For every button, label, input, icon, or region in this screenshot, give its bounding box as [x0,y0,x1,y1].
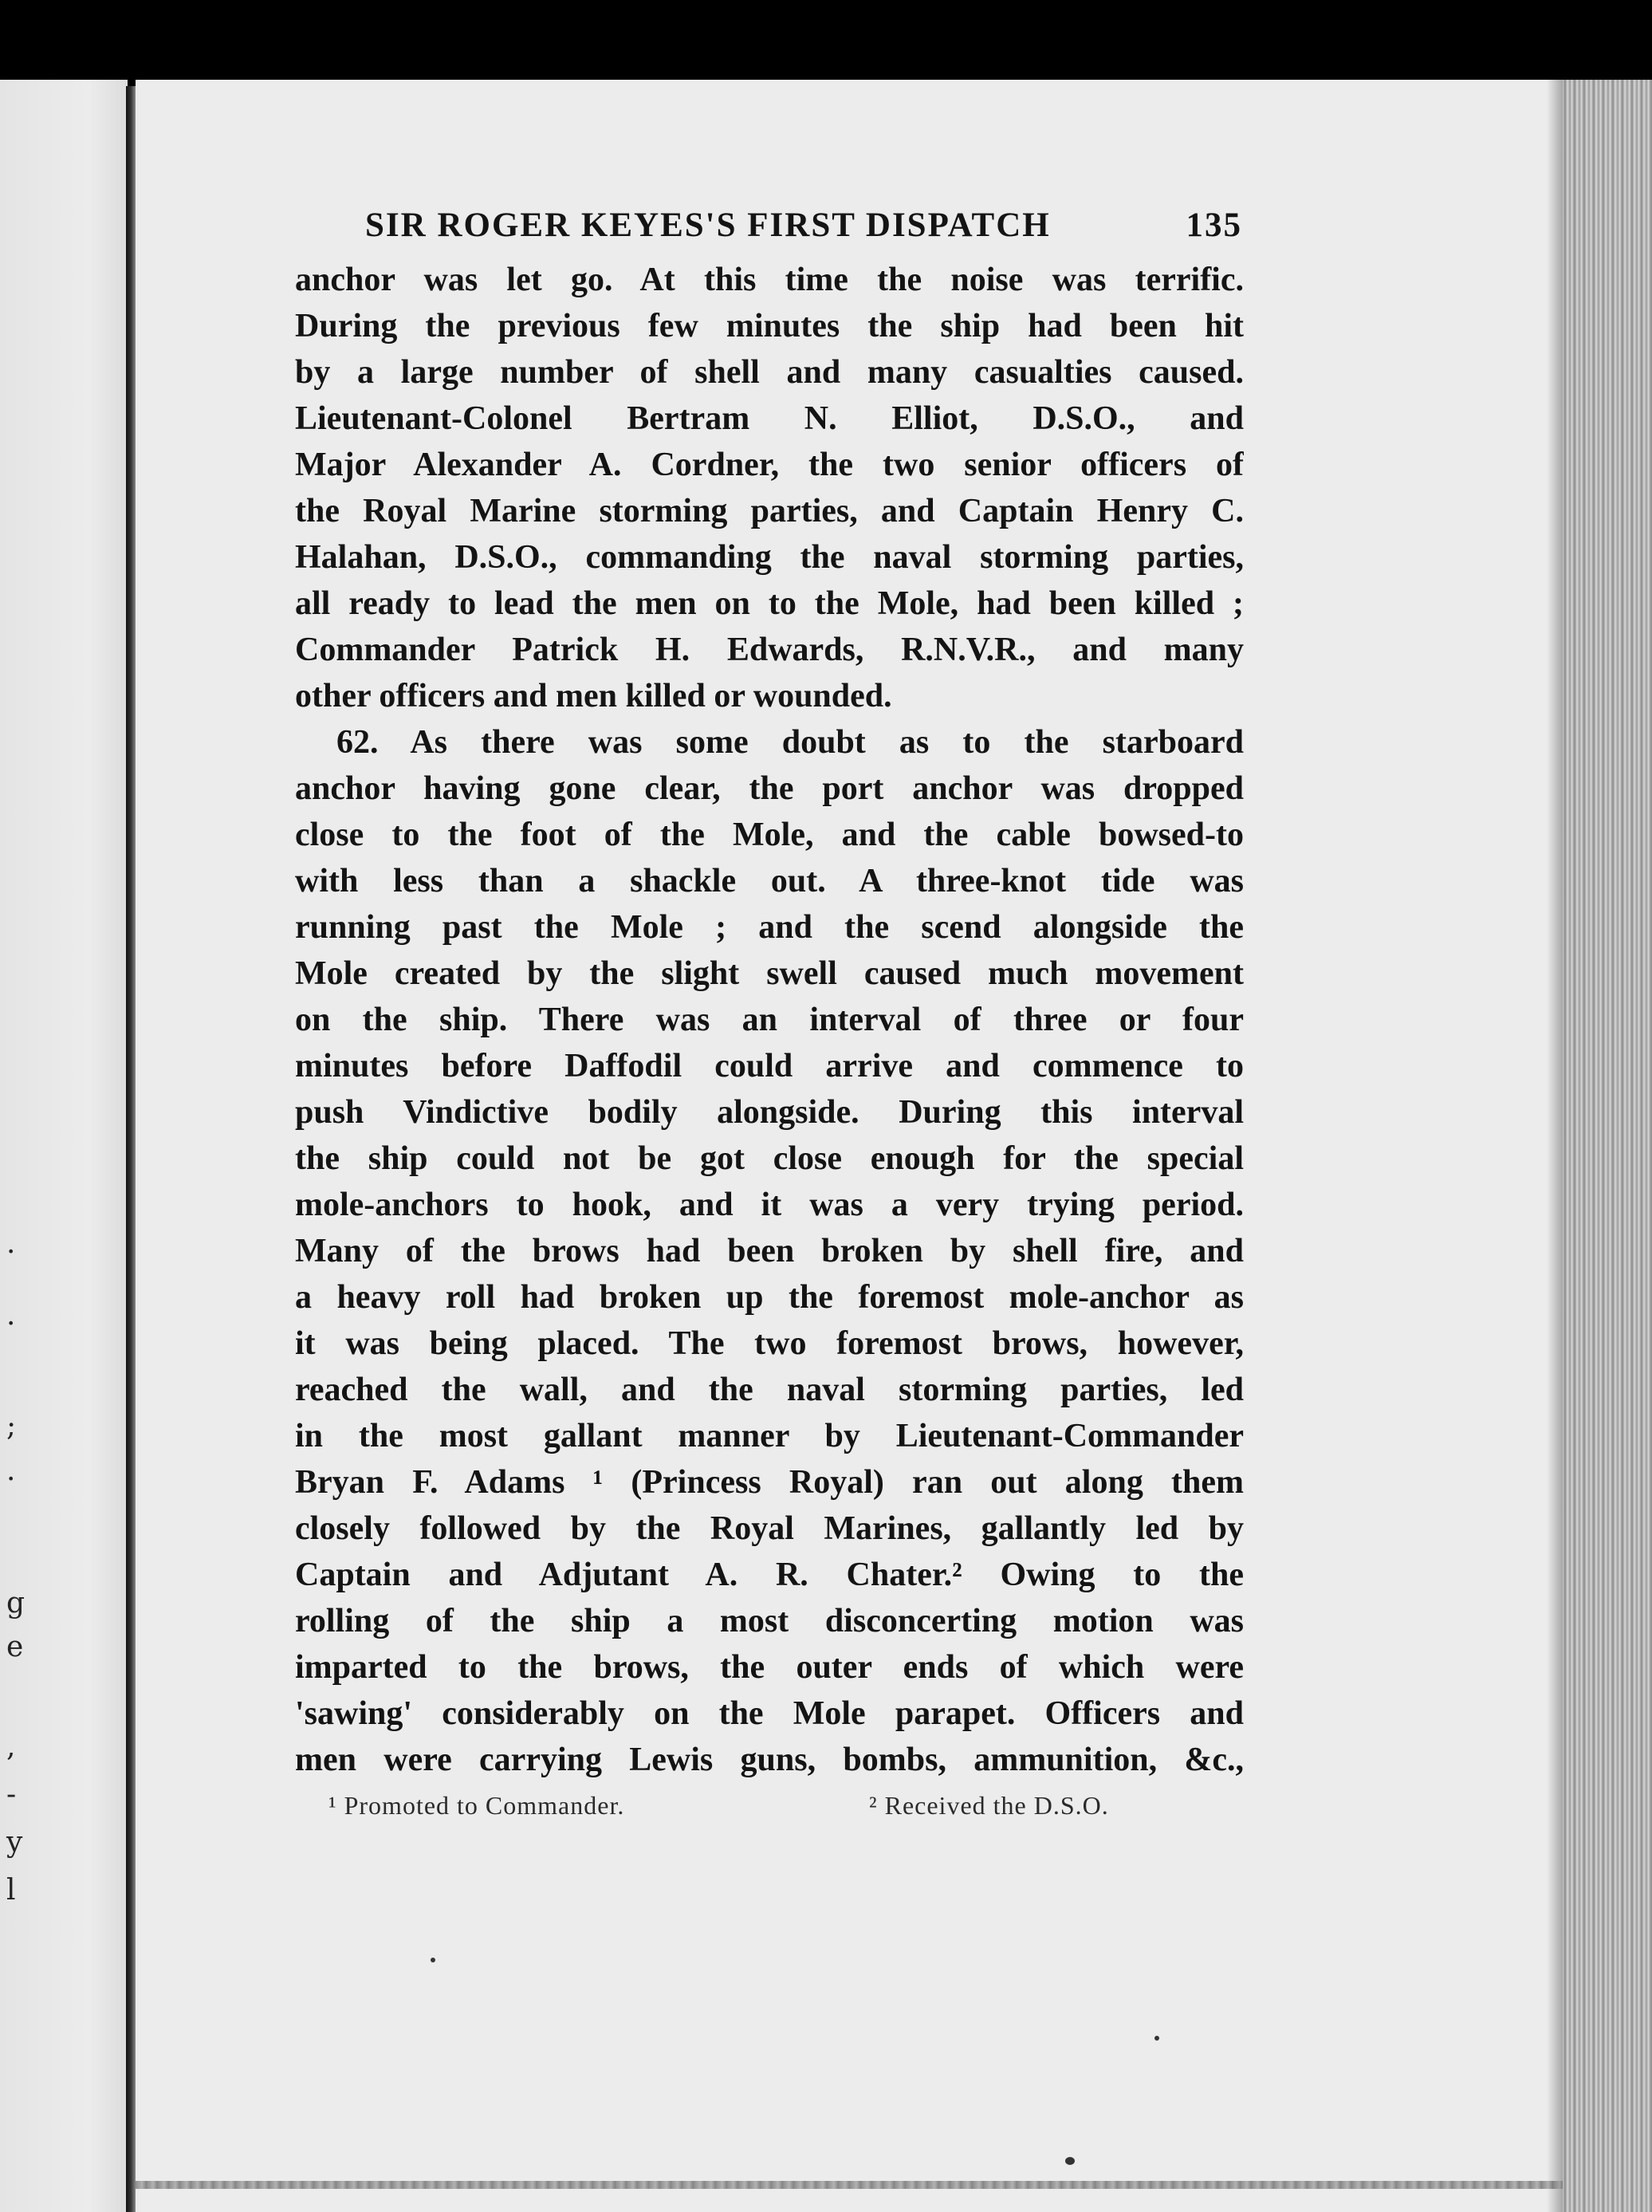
left-page-mark: · [6,1463,16,1496]
text-line: Many of the brows had been broken by shell fire, and [295,1233,1244,1269]
footnotes [295,1791,1244,1831]
paper-speck [431,1958,435,1962]
text-line: it was being placed. The two foremost brows, however, [295,1325,1244,1362]
text-line: men were carrying Lewis guns, bombs, ammunition, &c., [295,1742,1244,1778]
running-head [295,201,1244,257]
text-line: other officers and men killed or wounded. [295,678,892,714]
text-line: Mole created by the slight swell caused much movement [295,955,1244,992]
footnote-2: ² Received the D.S.O. [869,1791,1109,1820]
page-text-block [295,201,1244,1831]
text-line: in the most gallant manner by Lieutenant-Commander [295,1418,1244,1454]
text-line: a heavy roll had broken up the foremost mole-anchor as [295,1279,1244,1316]
left-page-mark: l [6,1874,16,1907]
text-line: the Royal Marine storming parties, and Captain Henry C. [295,493,1244,529]
text-line: the ship could not be got close enough for the special [295,1140,1244,1177]
paper-speck [1154,2036,1159,2041]
text-line: anchor was let go. At this time the noise was terrific. [295,262,1244,298]
text-line: minutes before Daffodil could arrive and commence to [295,1048,1244,1084]
text-line: all ready to lead the men on to the Mole, had been killed ; [295,585,1244,622]
left-page-mark: - [6,1778,17,1811]
paper-speck [1065,2157,1075,2165]
text-line: anchor having gone clear, the port anchor was dropped [295,770,1244,807]
previous-page-edge [0,80,128,2212]
footnote-1: ¹ Promoted to Commander. [328,1791,625,1820]
text-line: imparted to the brows, the outer ends of which were [295,1649,1244,1686]
left-page-mark: e [6,1631,24,1663]
text-line: by a large number of shell and many casualties caused. [295,354,1244,391]
left-page-mark: g [6,1587,26,1620]
text-line: Lieutenant-Colonel Bertram N. Elliot, D.S.O., and [295,400,1244,437]
text-line: close to the foot of the Mole, and the cable bowsed-to [295,817,1244,853]
body-text [295,257,1244,1783]
text-line: Major Alexander A. Cordner, the two senior officers of [295,447,1244,483]
paragraph-62-start: 62. As there was some doubt as to the starboard [336,724,1244,761]
text-line: 'sawing' considerably on the Mole parapet. Officers and [295,1695,1244,1732]
left-page-mark: y [6,1826,23,1859]
text-line: mole-anchors to hook, and it was a very trying period. [295,1187,1244,1223]
text-line: push Vindictive bodily alongside. During this interval [295,1094,1244,1131]
text-line: Captain and Adjutant A. R. Chater.² Owing to the [295,1557,1244,1593]
running-head-title: SIR ROGER KEYES'S FIRST DISPATCH [365,207,1051,244]
left-page-mark: · [6,1236,16,1269]
text-line: Bryan F. Adams ¹ (Princess Royal) ran out along them [295,1464,1244,1501]
text-line: During the previous few minutes the ship had been hit [295,308,1244,344]
left-page-mark: ; [6,1410,17,1443]
text-line: Halahan, D.S.O., commanding the naval storming parties, [295,539,1244,576]
text-line: closely followed by the Royal Marines, gallantly led by [295,1510,1244,1547]
page-block-edges [1563,80,1652,2212]
text-line: on the ship. There was an interval of three or four [295,1002,1244,1038]
text-line: reached the wall, and the naval storming parties, led [295,1372,1244,1408]
book-gutter [126,86,136,2212]
left-page-mark: , [6,1730,16,1763]
left-page-mark: · [6,1308,16,1340]
page-number: 135 [1186,207,1242,244]
text-line: running past the Mole ; and the scend alongside the [295,909,1244,946]
text-line: Commander Patrick H. Edwards, R.N.V.R., and many [295,632,1244,668]
text-line: with less than a shackle out. A three-knot tide was [295,863,1244,899]
text-line: rolling of the ship a most disconcerting motion was [295,1603,1244,1639]
page-bottom-edge [136,2181,1563,2189]
